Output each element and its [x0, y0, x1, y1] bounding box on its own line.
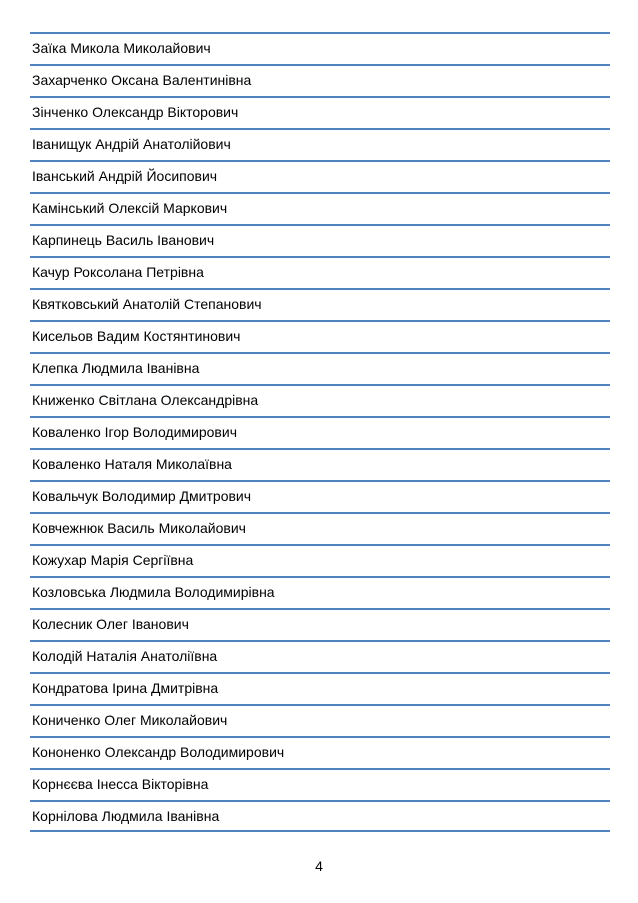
list-item: Кононенко Олександр Володимирович	[30, 736, 610, 768]
list-item: Заїка Микола Миколайович	[30, 32, 610, 64]
list-item: Колодій Наталія Анатоліївна	[30, 640, 610, 672]
list-item: Камінський Олексій Маркович	[30, 192, 610, 224]
list-item: Іванський Андрій Йосипович	[30, 160, 610, 192]
list-item: Качур Роксолана Петрівна	[30, 256, 610, 288]
list-item: Захарченко Оксана Валентинівна	[30, 64, 610, 96]
list-item: Кондратова Ірина Дмитрівна	[30, 672, 610, 704]
list-item: Клепка Людмила Іванівна	[30, 352, 610, 384]
list-item: Коваленко Ігор Володимирович	[30, 416, 610, 448]
list-item: Квятковський Анатолій Степанович	[30, 288, 610, 320]
list-item: Корнілова Людмила Іванівна	[30, 800, 610, 832]
list-item: Зінченко Олександр Вікторович	[30, 96, 610, 128]
list-item: Коваленко Наталя Миколаївна	[30, 448, 610, 480]
list-item: Карпинець Василь Іванович	[30, 224, 610, 256]
list-item: Ковальчук Володимир Дмитрович	[30, 480, 610, 512]
list-item: Кожухар Марія Сергіївна	[30, 544, 610, 576]
list-item: Книженко Світлана Олександрівна	[30, 384, 610, 416]
list-item: Козловська Людмила Володимирівна	[30, 576, 610, 608]
list-item: Кисельов Вадим Костянтинович	[30, 320, 610, 352]
list-item: Корнєєва Інесса Вікторівна	[30, 768, 610, 800]
list-item: Ковчежнюк Василь Миколайович	[30, 512, 610, 544]
name-list	[30, 32, 610, 832]
list-item: Кониченко Олег Миколайович	[30, 704, 610, 736]
list-item: Іванищук Андрій Анатолійович	[30, 128, 610, 160]
list-item: Колесник Олег Іванович	[30, 608, 610, 640]
page-number: 4	[315, 858, 323, 874]
